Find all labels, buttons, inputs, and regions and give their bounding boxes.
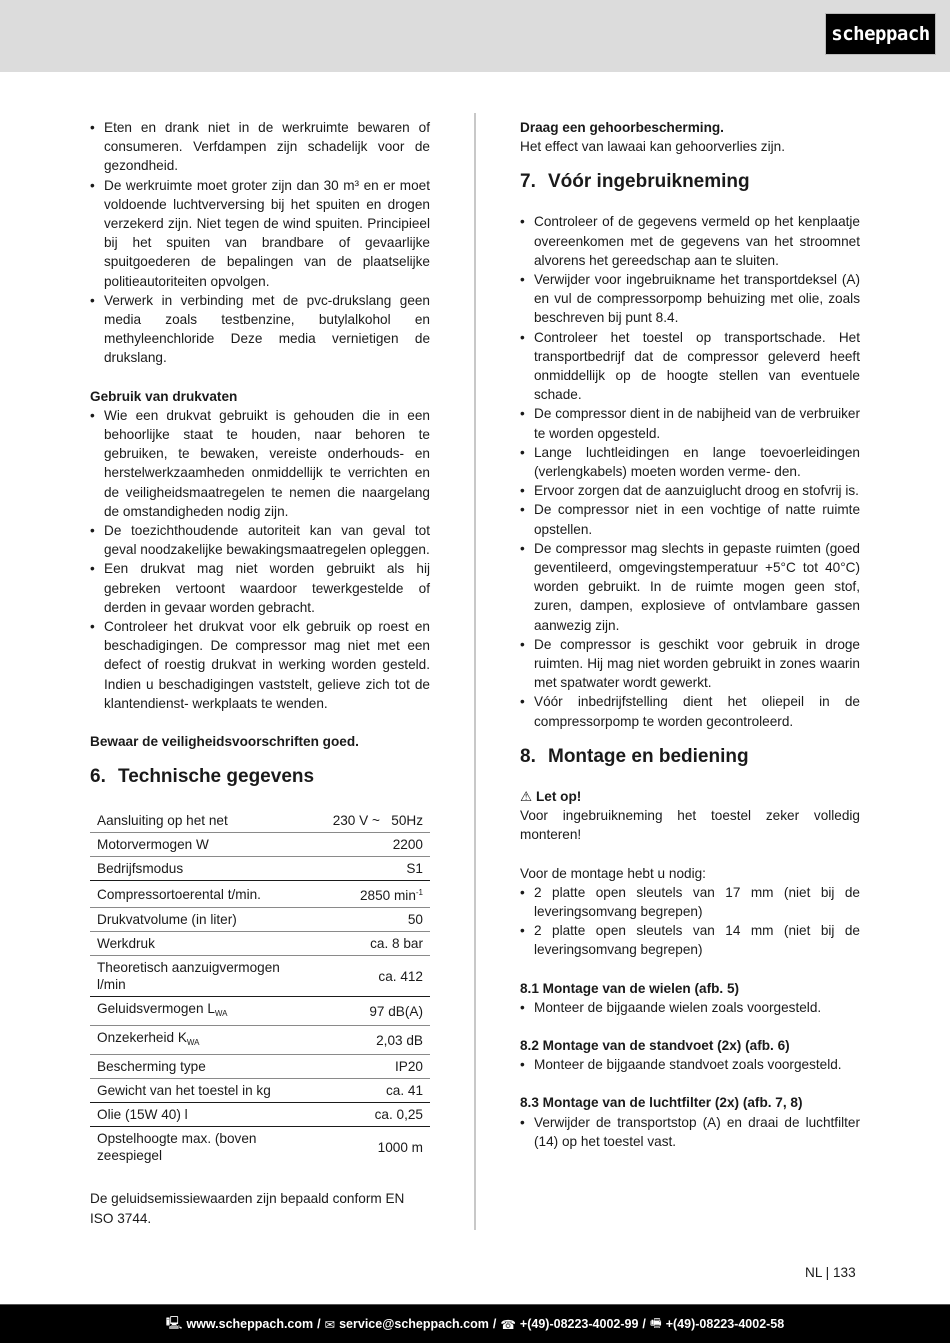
footer-separator: / [642, 1317, 646, 1331]
phone-icon: ☎ [500, 1317, 516, 1332]
spec-value: ca. 0,25 [314, 1103, 430, 1127]
spec-value-text: 2850 min [359, 888, 416, 904]
list-item: • Monteer de bijgaande standvoet zoals voorgesteld. [520, 1055, 860, 1074]
spec-value: ca. 41 [314, 1079, 430, 1103]
list-item: • Controleer het drukvat voor elk gebruik op roest en beschadigingen. De compressor mag niet met een defect of roestig drukvat in werking worden gesteld. Indien u beschadigingen vaststelt, gelieve zich tot de klantendienst- werkplaats te wenden. [90, 617, 430, 713]
safety-bullet-list [90, 118, 430, 368]
list-item: • Monteer de bijgaande wielen zoals voorgesteld. [520, 998, 860, 1017]
spec-value: 50 [314, 908, 430, 932]
spec-label: Compressortoerental t/min. [90, 881, 314, 908]
subsection-8-3-heading: 8.3 Montage van de luchtfilter (2x) (afb. 7, 8) [520, 1095, 803, 1111]
keep-instructions-note: Bewaar de veiligheidsvoorschriften goed. [90, 734, 359, 750]
spec-value [314, 881, 430, 908]
subsection-8-1-list [520, 998, 860, 1017]
list-item: • De compressor is geschikt voor gebruik in droge ruimten. Hij mag niet worden gebruikt in zones waarin met spatwater wordt gewerkt. [520, 635, 860, 693]
spec-label: Bedrijfsmodus [90, 857, 314, 881]
spec-value: 2200 [314, 833, 430, 857]
section-number: 7. [520, 171, 536, 193]
website-link[interactable]: www.scheppach.com [186, 1317, 314, 1331]
section-title: Montage en bediening [548, 745, 749, 767]
warning-text: Voor ingebruikneming het toestel zeker volledig monteren! [520, 808, 860, 843]
warning-heading [520, 787, 860, 806]
section-number: 8. [520, 745, 536, 767]
language-code: NL [805, 1265, 822, 1280]
right-column [520, 118, 860, 1151]
spec-value: ca. 8 bar [314, 932, 430, 956]
list-item: • Controleer het toestel op transportschade. Het transportbedrijf dat de compressor geleverd heeft onmiddellijk op de hoogte stellen van eventuele schade. [520, 328, 860, 405]
email-link[interactable]: service@scheppach.com [339, 1317, 489, 1331]
table-row [90, 997, 430, 1026]
table-row [90, 1079, 430, 1103]
list-item: • 2 platte open sleutels van 17 mm (niet bij de leveringsomvang begrepen) [520, 883, 860, 921]
section-number: 6. [90, 766, 106, 788]
list-item: • Verwerk in verbinding met de pvc-drukslang geen media zoals testbenzine, butylalkohol en methyleenchloride Deze media vernietigen de drukslang. [90, 291, 430, 368]
spec-value: 97 dB(A) [314, 997, 430, 1026]
spec-value: 230 V ~ 50Hz [314, 809, 430, 833]
pressure-vessel-heading: Gebruik van drukvaten [90, 388, 238, 404]
footer-separator: / [492, 1317, 497, 1331]
table-row [90, 1026, 430, 1055]
section-title: Technische gegevens [118, 766, 315, 788]
spec-label: Motorvermogen W [90, 833, 314, 857]
table-row [90, 857, 430, 881]
table-row [90, 881, 430, 908]
list-item: • De compressor mag slechts in gepaste ruimten (goed geventileerd, omgevingstemperatuur +5°C tot 40°C) worden gebruikt. In de ruimte mogen geen stof, zuren, dampen, explosieve of ontvlambare gassen aanwezig zijn. [520, 539, 860, 635]
spec-label: Bescherming type [90, 1055, 314, 1079]
spec-label: Drukvatvolume (in liter) [90, 908, 314, 932]
list-item: • Eten en drank niet in de werkruimte bewaren of consumeren. Verfdampen zijn schadelijk voor de gezondheid. [90, 118, 430, 176]
table-row [90, 932, 430, 956]
spec-value: ca. 412 [314, 956, 430, 997]
spec-label [90, 997, 314, 1026]
spec-label: Werkdruk [90, 932, 314, 956]
list-item: • Controleer of de gegevens vermeld op het kenplaatje overeenkomen met de gegevens van het stroomnet alvorens het gereedschap aan te sluiten. [520, 212, 860, 270]
section-7-heading [520, 170, 860, 194]
list-item: • De werkruimte moet groter zijn dan 30 m³ en er moet voldoende luchtverversing bij het spuiten en drogen verzekerd zijn. Niet tegen de wind spuiten. Principieel bij het spuiten van brandbare of gevaarlijke spuitgoederen de bepalingen van de plaatselijke politieautoriteiten opvolgen. [90, 176, 430, 291]
hearing-protection-heading: Draag een gehoorbescherming. [520, 120, 724, 135]
table-row [90, 1127, 430, 1168]
spec-label: Opstelhoogte max. (boven zeespiegel [97, 1131, 257, 1164]
list-item: • 2 platte open sleutels van 14 mm (niet bij de leveringsomvang begrepen) [520, 921, 860, 959]
list-item: • De compressor dient in de nabijheid van de verbruiker te worden opgesteld. [520, 404, 860, 442]
spec-label-subscript: WA [186, 1038, 200, 1048]
section-6-heading [90, 765, 430, 789]
list-item: • Een drukvat mag niet worden gebruikt als hij gebreken vertoont waardoor tewerkgestelde of derden in gevaar worden gebracht. [90, 559, 430, 617]
subsection-8-1-heading: 8.1 Montage van de wielen (afb. 5) [520, 980, 740, 996]
subsection-8-2-heading: 8.2 Montage van de standvoet (2x) (afb. 6) [520, 1037, 790, 1053]
table-row [90, 809, 430, 833]
table-row [90, 833, 430, 857]
list-item: • Ervoor zorgen dat de aanzuiglucht droog en stofvrij is. [520, 481, 860, 500]
left-column [90, 118, 430, 1228]
spec-value: 1000 m [377, 1139, 423, 1155]
scheppach-logo: scheppach [825, 13, 936, 55]
warning-icon: ⚠ [520, 788, 533, 804]
tools-intro: Voor de montage hebt u nodig: [520, 865, 706, 881]
list-item: • De toezichthoudende autoriteit kan van geval tot geval noodzakelijke bewakingsmaatregelen opleggen. [90, 521, 430, 559]
page-header-bar [0, 0, 950, 72]
list-item: • Vóór inbedrijfstelling dient het oliepeil in de compressorpomp te worden gecontroleerd. [520, 692, 860, 730]
list-item: • Wie een drukvat gebruikt is gehouden die in een behoorlijke staat te houden, naar behoren te gebruiken, te bewaken, vereiste onderhouds- en herstelwerkzaamheden onmiddellijk te verrichten en de veiligheidsmaatregelen te nemen die naargelang de omstandigheden nodig zijn. [90, 406, 430, 521]
computer-icon: 🖳 [165, 1315, 183, 1330]
column-divider [474, 113, 476, 1230]
spec-value: S1 [314, 857, 430, 881]
footer-separator: / [317, 1317, 321, 1331]
list-item: • De compressor niet in een vochtige of natte ruimte opstellen. [520, 500, 860, 538]
table-row [90, 1055, 430, 1079]
fax-icon: 🖷 [649, 1315, 662, 1330]
noise-emission-note: De geluidsemissiewaarden zijn bepaald conform EN ISO 3744. [90, 1191, 405, 1226]
spec-value-exponent: -1 [415, 888, 423, 898]
list-item: • Verwijder de transportstop (A) en draai de luchtfilter (14) op het toestel vast. [520, 1113, 860, 1151]
fax-number: +(49)-08223-4002-58 [665, 1317, 785, 1331]
list-item: • Verwijder voor ingebruikname het transportdeksel (A) en vul de compressorpomp behuizing met olie, zoals beschreven bij punt 8.4. [520, 270, 860, 328]
before-use-list [520, 212, 860, 730]
hearing-protection-text: Het effect van lawaai kan gehoorverlies zijn. [520, 139, 785, 155]
spec-label [90, 1026, 314, 1055]
spec-label: Olie (15W 40) l [90, 1103, 314, 1127]
page-number [805, 1265, 856, 1280]
spec-label: Theoretisch aanzuigvermogen l/min [90, 956, 314, 997]
spec-label: Aansluiting op het net [90, 809, 314, 833]
section-title: Vóór ingebruikneming [548, 171, 750, 193]
mail-icon: ✉ [324, 1317, 336, 1332]
spec-label-text: Onzekerheid K [97, 1030, 187, 1046]
subsection-8-2-list [520, 1055, 860, 1074]
tools-list [520, 883, 860, 960]
warning-label: Let op! [535, 788, 582, 804]
contact-footer [0, 1304, 950, 1343]
spec-value: 2,03 dB [314, 1026, 430, 1055]
spec-label: Gewicht van het toestel in kg [90, 1079, 314, 1103]
page-number-separator: | [825, 1265, 830, 1280]
phone-number: +(49)-08223-4002-99 [519, 1317, 639, 1331]
technical-data-table [90, 809, 430, 1167]
pressure-vessel-list [90, 406, 430, 713]
section-8-heading [520, 745, 860, 769]
list-item: • Lange luchtleidingen en lange toevoerleidingen (verlengkabels) moeten worden verme- den. [520, 443, 860, 481]
spec-value: IP20 [314, 1055, 430, 1079]
subsection-8-3-list [520, 1113, 860, 1151]
spec-label-subscript: WA [214, 1009, 228, 1019]
spec-label-text: Geluidsvermogen L [97, 1001, 215, 1017]
page-number-value: 133 [832, 1265, 856, 1280]
table-row [90, 1103, 430, 1127]
table-row [90, 908, 430, 932]
table-row [90, 956, 430, 997]
